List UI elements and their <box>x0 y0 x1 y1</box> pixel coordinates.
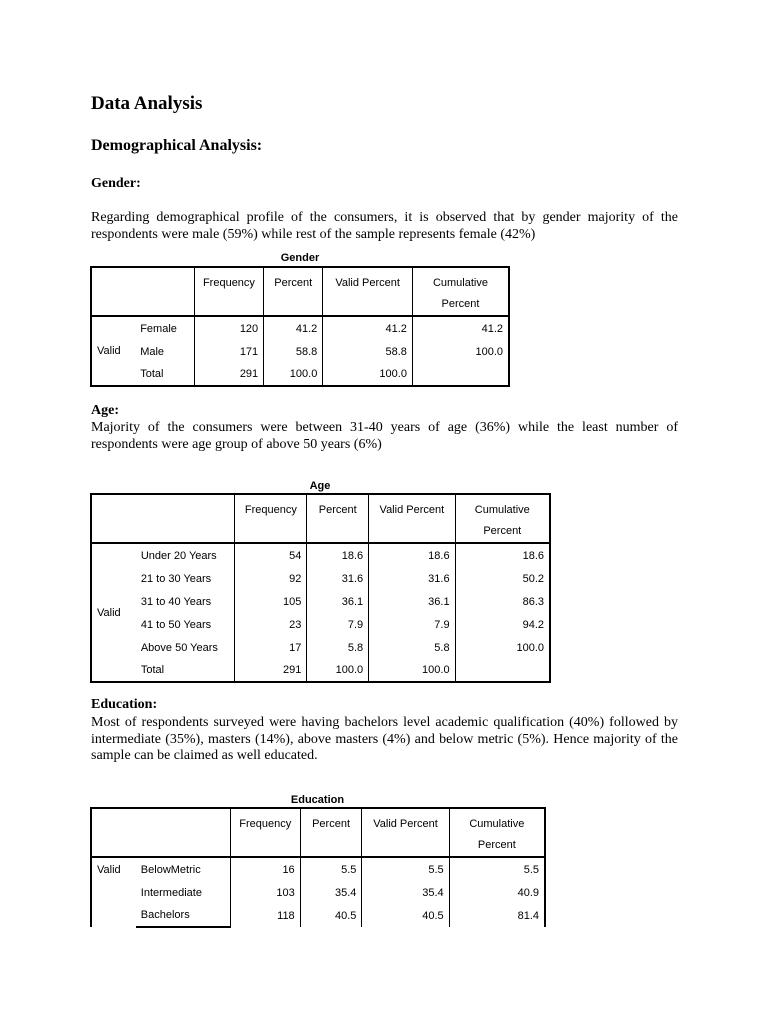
education-table-caption: Education <box>290 794 345 806</box>
header-valid-percent: Valid Percent <box>323 267 413 316</box>
cell-cumulative: 81.4 <box>449 904 545 927</box>
cell-valid-percent: 36.1 <box>369 590 455 613</box>
header-blank <box>91 808 230 857</box>
cell-percent: 5.8 <box>307 636 369 659</box>
cell-percent: 5.5 <box>300 857 362 881</box>
cell-valid-percent: 5.5 <box>362 857 449 881</box>
section-heading: Demographical Analysis: <box>91 137 263 154</box>
header-valid-percent: Valid Percent <box>369 494 455 543</box>
cell-frequency: 16 <box>230 857 300 881</box>
header-cumulative-percent: Cumulative Percent <box>449 808 545 857</box>
cell-valid-percent: 40.5 <box>362 904 449 927</box>
cell-percent: 100.0 <box>307 659 369 682</box>
cell-valid-percent: 35.4 <box>362 881 449 904</box>
header-blank <box>91 494 235 543</box>
header-frequency: Frequency <box>194 267 263 316</box>
cell-cumulative: 50.2 <box>455 567 550 590</box>
row-label: Total <box>140 368 164 380</box>
cell-frequency: 103 <box>230 881 300 904</box>
age-table-caption: Age <box>309 480 331 492</box>
cell-frequency: 118 <box>230 904 300 927</box>
age-heading: Age: <box>91 403 119 418</box>
row-label: Male <box>140 345 165 358</box>
cell-cumulative: 94.2 <box>455 613 550 636</box>
cell-percent: 58.8 <box>264 340 323 363</box>
gender-table-caption: Gender <box>280 252 320 264</box>
header-valid-percent: Valid Percent <box>362 808 449 857</box>
cell-cumulative: 18.6 <box>455 543 550 567</box>
cell-frequency: 23 <box>235 613 307 636</box>
row-label: Under 20 Years <box>140 549 217 562</box>
table-header-row <box>91 494 550 543</box>
cell-percent: 7.9 <box>307 613 369 636</box>
header-frequency: Frequency <box>235 494 307 543</box>
group-label: Valid <box>97 863 121 876</box>
cell-percent: 41.2 <box>264 316 323 340</box>
table-row <box>91 904 545 927</box>
row-label: Bachelors <box>136 904 231 927</box>
row-label: Above 50 Years <box>140 641 218 654</box>
gender-paragraph: Regarding demographical profile of the consumers, it is observed that by gender majority of the respondents were male (59%) while rest of the sample represents female (42%) <box>91 210 678 242</box>
group-label: Valid <box>97 606 121 619</box>
cell-frequency: 54 <box>235 543 307 567</box>
header-percent: Percent <box>300 808 362 857</box>
table-row <box>91 567 550 590</box>
cell-valid-percent: 18.6 <box>369 543 455 567</box>
header-percent: Percent <box>307 494 369 543</box>
table-row <box>91 881 545 904</box>
cell-cumulative: 86.3 <box>455 590 550 613</box>
cell-frequency: 17 <box>235 636 307 659</box>
cell-percent: 18.6 <box>307 543 369 567</box>
cell-percent: 36.1 <box>307 590 369 613</box>
education-heading: Education: <box>91 697 158 712</box>
table-row <box>91 857 545 881</box>
age-table <box>90 493 551 683</box>
header-blank <box>91 267 194 316</box>
page-title: Data Analysis <box>91 93 203 114</box>
header-percent: Percent <box>264 267 323 316</box>
cell-cumulative: 40.9 <box>449 881 545 904</box>
cell-cumulative <box>455 659 550 682</box>
cell-frequency: 291 <box>194 363 263 386</box>
header-cumulative-percent: Cumulative Percent <box>455 494 550 543</box>
cell-percent: 100.0 <box>264 363 323 386</box>
table-row <box>91 590 550 613</box>
cell-valid-percent: 100.0 <box>323 363 413 386</box>
table-header-row <box>91 267 509 316</box>
row-label: 21 to 30 Years <box>140 572 212 585</box>
cell-cumulative: 5.5 <box>449 857 545 881</box>
table-row <box>91 636 550 659</box>
age-paragraph: Majority of the consumers were between 31-40 years of age (36%) while the least number of respondents were age group of above 50 years (6%) <box>91 420 678 452</box>
cell-percent: 31.6 <box>307 567 369 590</box>
table-row <box>91 316 509 340</box>
cell-percent: 35.4 <box>300 881 362 904</box>
cell-cumulative: 41.2 <box>412 316 509 340</box>
gender-heading: Gender: <box>91 176 141 191</box>
education-paragraph: Most of respondents surveyed were having bachelors level academic qualification (40%) followed by intermediate (35%), masters (14%), above masters (4%) and below metric (5%). Hence majority of the sample can be claimed as well educated. <box>91 715 678 763</box>
row-label: Female <box>140 322 177 335</box>
row-label: 31 to 40 Years <box>140 595 212 608</box>
table-row <box>91 659 550 682</box>
row-label: Intermediate <box>140 886 202 899</box>
cell-valid-percent: 5.8 <box>369 636 455 659</box>
row-label: 41 to 50 Years <box>140 618 212 631</box>
group-spacer <box>91 881 136 904</box>
cell-valid-percent: 100.0 <box>369 659 455 682</box>
header-cumulative-percent: Cumulative Percent <box>412 267 509 316</box>
gender-table <box>90 266 510 387</box>
table-header-row <box>91 808 545 857</box>
cell-frequency: 92 <box>235 567 307 590</box>
cell-cumulative <box>412 363 509 386</box>
table-row <box>91 543 550 567</box>
cell-cumulative: 100.0 <box>412 340 509 363</box>
group-spacer <box>91 904 136 927</box>
group-label: Valid <box>97 345 121 357</box>
row-label: BelowMetric <box>140 863 201 876</box>
table-row <box>91 613 550 636</box>
cell-frequency: 171 <box>194 340 263 363</box>
cell-frequency: 120 <box>194 316 263 340</box>
cell-cumulative: 100.0 <box>455 636 550 659</box>
table-row <box>91 340 509 363</box>
cell-percent: 40.5 <box>300 904 362 927</box>
cell-frequency: 105 <box>235 590 307 613</box>
cell-valid-percent: 41.2 <box>323 316 413 340</box>
row-label: Total <box>140 664 165 676</box>
header-frequency: Frequency <box>230 808 300 857</box>
cell-frequency: 291 <box>235 659 307 682</box>
table-row <box>91 363 509 386</box>
cell-valid-percent: 58.8 <box>323 340 413 363</box>
cell-valid-percent: 31.6 <box>369 567 455 590</box>
cell-valid-percent: 7.9 <box>369 613 455 636</box>
education-table <box>90 807 546 928</box>
